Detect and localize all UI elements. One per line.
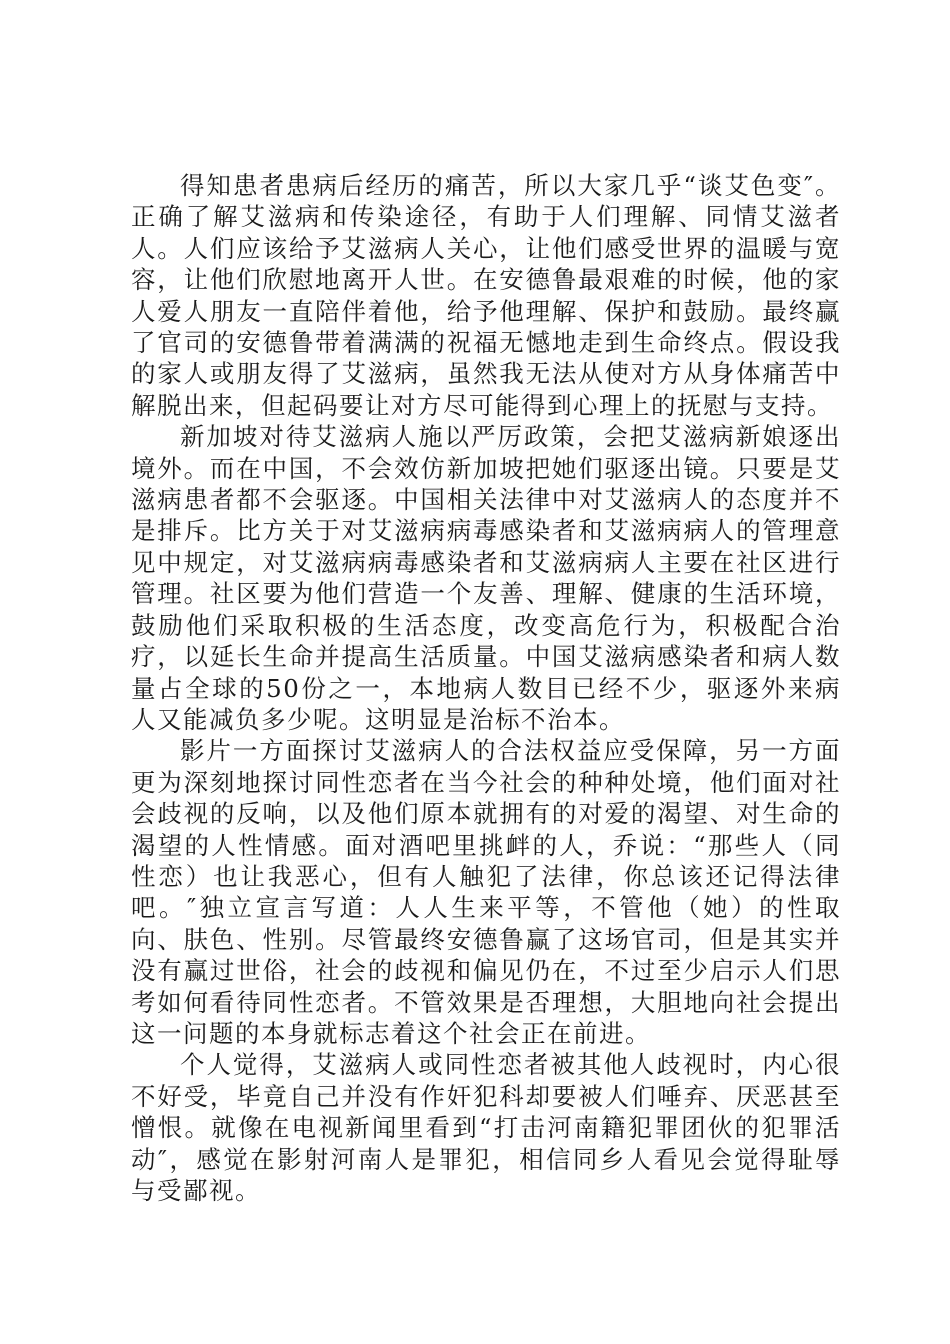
paragraph-4: 个人觉得，艾滋病人或同性恋者被其他人歧视时，内心很不好受，毕竟自己并没有作奸犯科却要被人们唾弃、厌恶甚至憎恨。就像在电视新闻里看到“打击河南籍犯罪团伙的犯罪活动″，感觉在影射河南人是罪犯，相信同乡人看见会觉得耻辱与受鄙视。 [131, 1050, 841, 1205]
document-body [131, 170, 841, 1206]
paragraph-1: 得知患者患病后经历的痛苦，所以大家几乎“谈艾色变″。正确了解艾滋病和传染途径，有助于人们理解、同情艾滋者人。人们应该给予艾滋病人关心，让他们感受世界的温暖与宽容，让他们欣慰地离开人世。在安德鲁最艰难的时候，他的家人爱人朋友一直陪伴着他，给予他理解、保护和鼓励。最终赢了官司的安德鲁带着满满的祝福无憾地走到生命终点。假设我的家人或朋友得了艾滋病，虽然我无法从使对方从身体痛苦中解脱出来，但起码要让对方尽可能得到心理上的抚慰与支持。 [131, 171, 841, 420]
paragraph-3: 影片一方面探讨艾滋病人的合法权益应受保障，另一方面更为深刻地探讨同性恋者在当今社会的种种处境，他们面对社会歧视的反响，以及他们原本就拥有的对爱的渴望、对生命的渴望的人性情感。面对酒吧里挑衅的人，乔说：“那些人（同性恋）也让我恶心，但有人触犯了法律，你总该还记得法律吧。″独立宣言写道：人人生来平等，不管他（她）的性取向、肤色、性别。尽管最终安德鲁赢了这场官司，但是其实并没有赢过世俗，社会的歧视和偏见仍在，不过至少启示人们思考如何看待同性恋者。不管效果是否理想，大胆地向社会提出这一问题的本身就标志着这个社会正在前进。 [131, 736, 841, 1048]
paragraph-2: 新加坡对待艾滋病人施以严厉政策，会把艾滋病新娘逐出境外。而在中国，不会效仿新加坡把她们驱逐出镜。只要是艾滋病患者都不会驱逐。中国相关法律中对艾滋病人的态度并不是排斥。比方关于对艾滋病病毒感染者和艾滋病病人的管理意见中规定，对艾滋病病毒感染者和艾滋病病人主要在社区进行管理。社区要为他们营造一个友善、理解、健康的生活环境，鼓励他们采取积极的生活态度，改变高危行为，积极配合治疗，以延长生命并提高生活质量。中国艾滋病感染者和病人数量占全球的50份之一，本地病人数目已经不少，驱逐外来病人又能减负多少呢。这明显是治标不治本。 [131, 422, 841, 734]
